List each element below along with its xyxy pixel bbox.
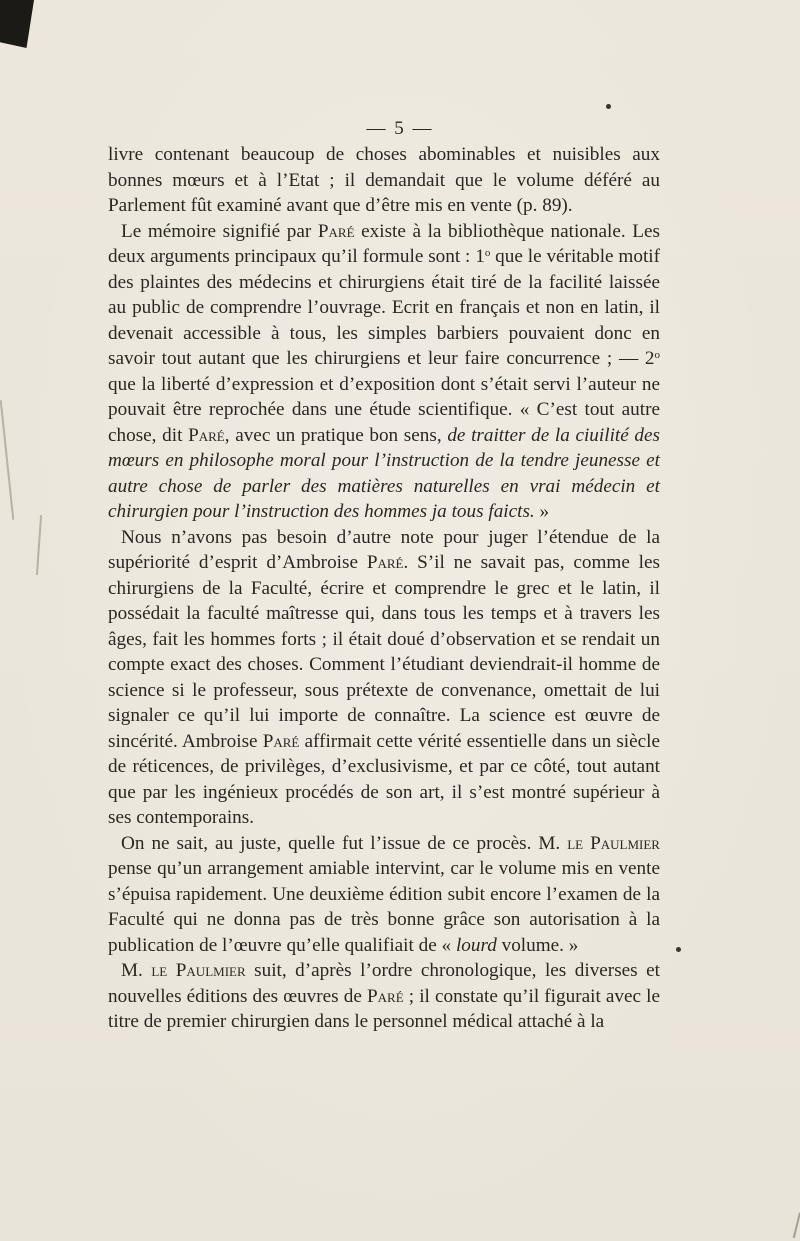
text-run: ; il constate qu’il figurait avec le titre de premier chirurgien dans le personnel médical attaché à la — [108, 985, 660, 1032]
text-run: Nous n’avons pas besoin d’autre note pour juger l’étendue de la supériorité d’esprit d’Ambroise — [108, 526, 660, 573]
text-run: suit, d’après l’ordre chronologique, les diverses et nouvelles éditions des œuvres de — [108, 960, 660, 1007]
paragraph — [108, 831, 660, 959]
text-run: On ne sait, au juste, quelle fut l’issue de ce procès. M. — [121, 832, 568, 854]
small-caps-name: le Paulmier — [567, 832, 660, 854]
small-caps-name: Paré — [366, 552, 404, 573]
page-edge-mark — [36, 515, 42, 575]
paragraph — [108, 958, 660, 1035]
small-caps-name: Paré — [262, 730, 300, 752]
text-run: Le mémoire signifié par — [121, 220, 318, 242]
small-caps-name: Paré — [317, 220, 355, 242]
text-run: livre contenant beaucoup de choses abominables et nuisibles aux bonnes mœurs et à l’Etat ; il demandait que le volume déféré au Parlement fût examiné avant que d’être mis en vente (p. 89). — [108, 144, 660, 216]
page-corner-mark — [783, 1210, 800, 1238]
text-run: existe à la bibliothèque nationale. Les deux arguments principaux qu’il formule sont : 1 — [108, 220, 660, 267]
ink-speck — [606, 104, 611, 109]
text-run: M. — [121, 960, 152, 981]
text-run: . S’il ne savait pas, comme les chirurgiens de la Faculté, écrire et comprendre le grec et le latin, il possédait la faculté maîtresse qui, dans tous les temps et à travers les âges, fait les hommes forts ; il était doué d’observation et se rendait un compte exact des choses. Comment l’étudiant deviendrait-il homme de science si le professeur, sous prétexte de convenance, omettait de lui signaler ce qu’il lui importe de connaître. La science est œuvre de sincérité. Ambroise — [108, 552, 660, 752]
paragraph — [108, 142, 660, 219]
binding-shadow-mark — [0, 0, 34, 48]
text-run: pense qu’un arrangement amiable intervint, car le volume mis en vente s’épuisa rapidement. Une deuxième édition subit encore l’examen de la Faculté qui ne donna pas de très bonne grâce son autorisation à la publication de l’œuvre qu’elle qualifiait de « — [108, 858, 660, 956]
paragraph — [108, 219, 660, 525]
page-edge-mark — [0, 400, 14, 520]
ordinal-superscript: o — [654, 349, 660, 361]
body-text — [108, 142, 660, 1035]
text-run: que la liberté d’expression et d’exposition dont s’était servi l’auteur ne pouvait être reprochée dans une étude scientifique. « C’est tout autre chose, dit — [108, 373, 660, 446]
italic-quotation: de traitter de la ciuilité des mœurs en philosophe moral pour l’instruction de la tendre jeunesse et autre chose de parler des matières naturelles en vrai médecin et chirurgien pour l’instruction des hommes ja tous faicts. — [108, 424, 660, 522]
text-run: que le véritable motif des plaintes des médecins et chirurgiens était tiré de la facilité laissée au public de comprendre l’ouvrage. Ecrit en français et non en latin, il devenait accessible à tous, les simples barbiers pouvaient donc en savoir tout autant que les chirurgiens et leur faire concurrence ; — 2 — [108, 246, 660, 369]
small-caps-name: Paré — [188, 424, 225, 446]
text-run: volume. » — [496, 934, 579, 956]
small-caps-name: le Paulmier — [151, 960, 246, 981]
small-caps-name: Paré — [366, 985, 404, 1007]
text-run: affirmait cette vérité essentielle dans un siècle de réticences, de privilèges, d’exclusivisme, et par ce côté, tout autant que par les ingénieux procédés de son art, il s’est montré supérieur à ses contemporains. — [108, 730, 660, 828]
paragraph — [108, 525, 660, 831]
ordinal-superscript: o — [484, 247, 491, 259]
ink-speck — [676, 947, 681, 952]
page-number: — 5 — — [366, 118, 434, 139]
italic-quotation: lourd — [455, 934, 497, 956]
text-run: , avec un pratique bon sens, — [224, 424, 448, 446]
text-run: » — [534, 501, 550, 522]
